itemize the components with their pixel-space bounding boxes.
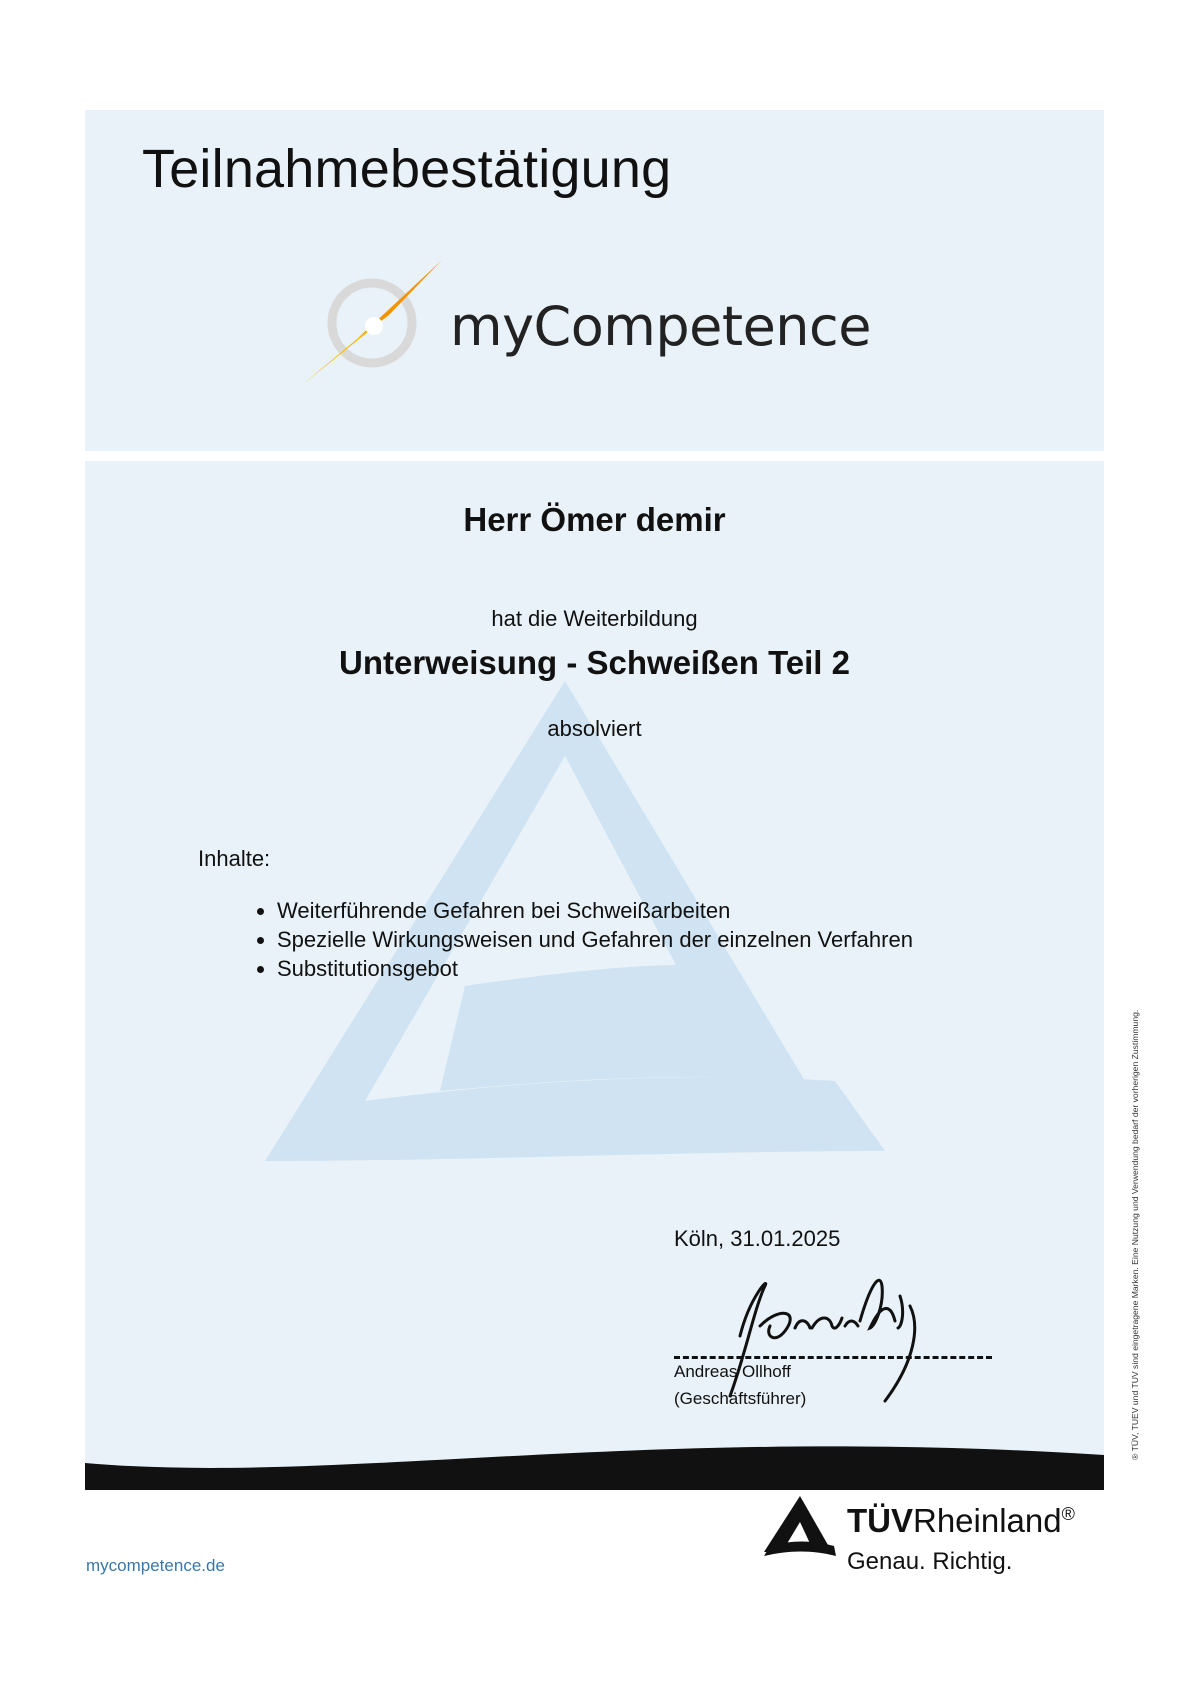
recipient-name: Herr Ömer demir [463,501,726,538]
course-title: Unterweisung - Schweißen Teil 2 [339,644,850,681]
tuv-slogan: Genau. Richtig. [847,1548,1013,1575]
legal-note: ® TÜV, TUEV und TUV sind eingetragene Marken. Eine Nutzung und Verwendung bedarf der vorherigen Zustimmung. [1130,1009,1140,1460]
signer-block [674,1358,806,1412]
signer-role: (Geschäftsführer) [674,1389,807,1408]
contents-list [257,896,913,983]
contents-label: Inhalte: [198,846,271,871]
place-date: Köln, 31.01.2025 [674,1226,841,1251]
tuv-wordmark: TÜVRheinland® [847,1502,1075,1539]
footer-wave [85,1430,1104,1490]
mycompetence-logo [297,255,897,395]
document-title: Teilnahmebestätigung [142,139,672,199]
tuv-triangle-icon [762,1494,838,1560]
tuv-rheinland-logo [762,1492,1112,1582]
logo-wordmark: myCompetence [450,295,871,358]
completion-text: absolviert [547,716,642,741]
website-link[interactable]: mycompetence.de [86,1556,225,1575]
certificate-body [85,461,1104,1490]
lead-text: hat die Weiterbildung [491,606,698,631]
signer-name: Andreas Ollhoff [674,1362,791,1381]
list-item: • Spezielle Wirkungsweisen und Gefahren der einzelnen Verfahren [277,925,913,954]
compass-logo-icon [297,255,447,395]
header-panel [85,110,1104,451]
list-item: • Substitutionsgebot [277,954,913,983]
list-item: • Weiterführende Gefahren bei Schweißarbeiten [277,896,913,925]
